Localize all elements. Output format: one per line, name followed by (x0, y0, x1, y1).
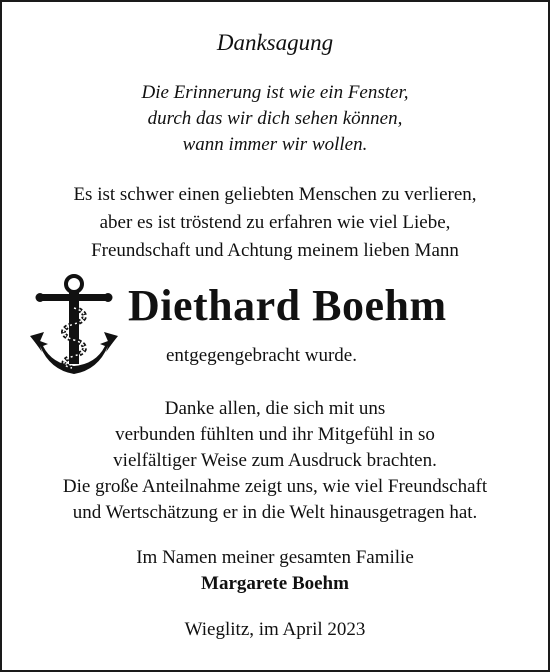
thanks-text (0, 396, 550, 526)
deceased-name: Diethard Boehm (128, 281, 447, 330)
quote-line: Die Erinnerung ist wie ein Fenster, (141, 82, 409, 103)
anchor-icon (26, 272, 122, 380)
thanks-line: vielfältiger Weise zum Ausdruck brachten. (113, 450, 437, 471)
notice-heading: Danksagung (216, 30, 334, 55)
intro-text (0, 181, 550, 265)
thanks-line: verbunden fühlten und ihr Mitgefühl in so (115, 424, 435, 445)
quote-line: wann immer wir wollen. (182, 134, 368, 155)
place-date: Wieglitz, im April 2023 (184, 619, 366, 640)
memorial-quote (0, 80, 550, 158)
thanks-line: und Wertschätzung er in die Welt hinausgetragen hat. (72, 502, 478, 523)
family-line: Im Namen meiner gesamten Familie (136, 547, 414, 568)
intro-line: aber es ist tröstend zu erfahren wie viel Liebe, (99, 212, 451, 233)
intro-line: Es ist schwer einen geliebten Menschen zu verlieren, (73, 184, 477, 205)
signer-name: Margarete Boehm (201, 573, 349, 594)
intro-line: Freundschaft und Achtung meinem lieben Mann (91, 240, 459, 261)
signature-block (0, 545, 550, 597)
received-text: entgegengebracht wurde. (166, 345, 357, 366)
thanks-line: Die große Anteilnahme zeigt uns, wie viel Freundschaft (62, 476, 488, 497)
thanks-line: Danke allen, die sich mit uns (164, 398, 386, 419)
quote-line: durch das wir dich sehen können, (147, 108, 403, 129)
